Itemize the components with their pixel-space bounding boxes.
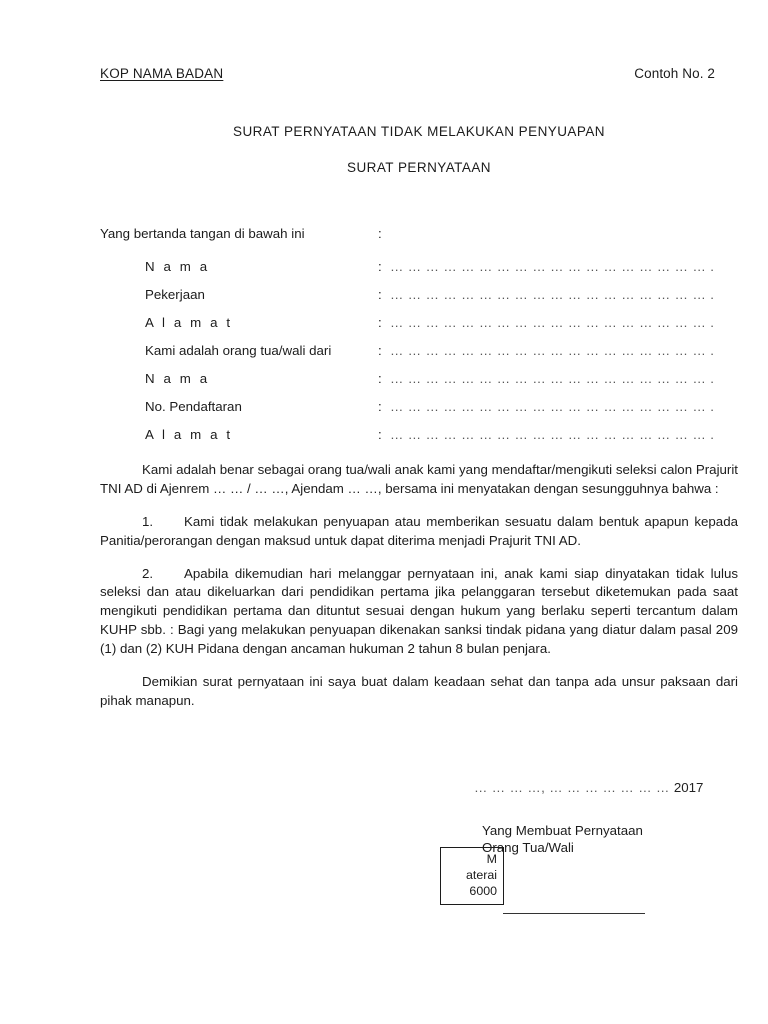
field-input-alamat-1[interactable]: … … … … … … … … … … … … … … … … … … . — [390, 315, 715, 330]
field-input-nama-1[interactable]: … … … … … … … … … … … … … … … … … … . — [390, 259, 715, 274]
field-input-nama-2[interactable]: … … … … … … … … … … … … … … … … … … . — [390, 371, 715, 386]
title-block — [100, 124, 738, 175]
date-placeholder-dots: … … … …, … … … … … … … — [474, 780, 674, 795]
date-year: 2017 — [673, 780, 704, 795]
field-colon: : — [378, 315, 382, 330]
field-label-orang-tua-wali: Kami adalah orang tua/wali dari — [145, 343, 332, 358]
field-row — [100, 427, 738, 455]
field-colon: : — [378, 371, 382, 386]
intro-label: Yang bertanda tangan di bawah ini — [100, 226, 305, 241]
field-label-nama-1: N a m a — [145, 259, 210, 274]
field-input-orang-tua-wali[interactable]: … … … … … … … … … … … … … … … … … … . — [390, 343, 715, 358]
materai-line-2: aterai — [466, 867, 497, 882]
body-block — [100, 461, 738, 711]
item-1-text: Kami tidak melakukan penyuapan atau memberikan sesuatu dalam bentuk apapun kepada Panitia/perorangan dengan maksud untuk dapat diterima menjadi Prajurit TNI AD. — [100, 513, 738, 548]
stamp-duty-area — [440, 847, 504, 905]
field-row — [100, 315, 738, 343]
paragraph-item-1 — [100, 513, 738, 551]
materai-line-1: M — [486, 852, 497, 866]
materai-box — [440, 847, 504, 905]
field-colon: : — [378, 399, 382, 414]
field-label-alamat-2: A l a m a t — [145, 427, 233, 442]
field-row — [100, 287, 738, 315]
document-subtitle: SURAT PERNYATAAN — [347, 160, 491, 175]
document-title: SURAT PERNYATAAN TIDAK MELAKUKAN PENYUAPAN — [233, 124, 605, 139]
field-colon: : — [378, 259, 382, 274]
form-example-number: Contoh No. 2 — [634, 66, 715, 81]
paragraph-closing — [100, 673, 738, 711]
signature-label-line-1: Yang Membuat Pernyataan — [482, 823, 643, 838]
paragraph-item-2 — [100, 565, 738, 659]
intro-row — [100, 226, 738, 241]
signature-label-line-2: Orang Tua/Wali — [482, 840, 574, 856]
field-row — [100, 343, 738, 371]
field-label-no-pendaftaran: No. Pendaftaran — [145, 399, 242, 414]
paragraph-closing-text: Demikian surat pernyataan ini saya buat dalam keadaan sehat dan tanpa ada unsur paksaan dari pihak manapun. — [100, 673, 738, 708]
item-2-text: Apabila dikemudian hari melanggar pernyataan ini, anak kami siap dinyatakan tidak lulus seleksi dan atau dikeluarkan dari pendidikan pertama jika pelanggaran tersebut diketemukan pada saat mengikuti pendidikan pertama dan dituntut sesuai dengan hukum yang berlaku seperti tercantum dalam KUHP sbb. : Bagi yang melakukan penyuapan dikenakan sanksi tindak pidana yang diatur dalam pasal 209 (1) dan (2) KUH Pidana dengan ancaman hukuman 2 tahun 8 bulan penjara. — [100, 565, 738, 656]
document-header — [100, 66, 715, 81]
field-list — [100, 259, 738, 455]
organization-header-label: KOP NAMA BADAN — [100, 66, 224, 81]
field-label-pekerjaan: Pekerjaan — [145, 287, 205, 302]
field-row — [100, 399, 738, 427]
intro-colon: : — [378, 226, 382, 241]
materai-line-3: 6000 — [469, 883, 497, 898]
field-label-alamat-1: A l a m a t — [145, 315, 233, 330]
field-input-no-pendaftaran[interactable]: … … … … … … … … … … … … … … … … … … . — [390, 399, 715, 414]
signature-block — [440, 780, 738, 856]
date-line[interactable] — [440, 780, 738, 795]
paragraph-intro — [100, 461, 738, 499]
signature-line — [503, 913, 645, 914]
field-colon: : — [378, 287, 382, 302]
paragraph-intro-text: Kami adalah benar sebagai orang tua/wali anak kami yang mendaftar/mengikuti seleksi calon Prajurit TNI AD di Ajenrem … … / … …, Ajendam … …, bersama ini menyatakan dengan sesungguhnya bahwa : — [100, 462, 738, 496]
field-label-nama-2: N a m a — [145, 371, 210, 386]
field-row — [100, 259, 738, 287]
field-colon: : — [378, 343, 382, 358]
item-2-number: 2. — [142, 565, 154, 581]
field-colon: : — [378, 427, 382, 442]
field-row — [100, 371, 738, 399]
item-1-number: 1. — [142, 513, 154, 529]
field-input-pekerjaan[interactable]: … … … … … … … … … … … … … … … … … … . — [390, 287, 715, 302]
field-input-alamat-2[interactable]: … … … … … … … … … … … … … … … … … … . — [390, 427, 715, 442]
